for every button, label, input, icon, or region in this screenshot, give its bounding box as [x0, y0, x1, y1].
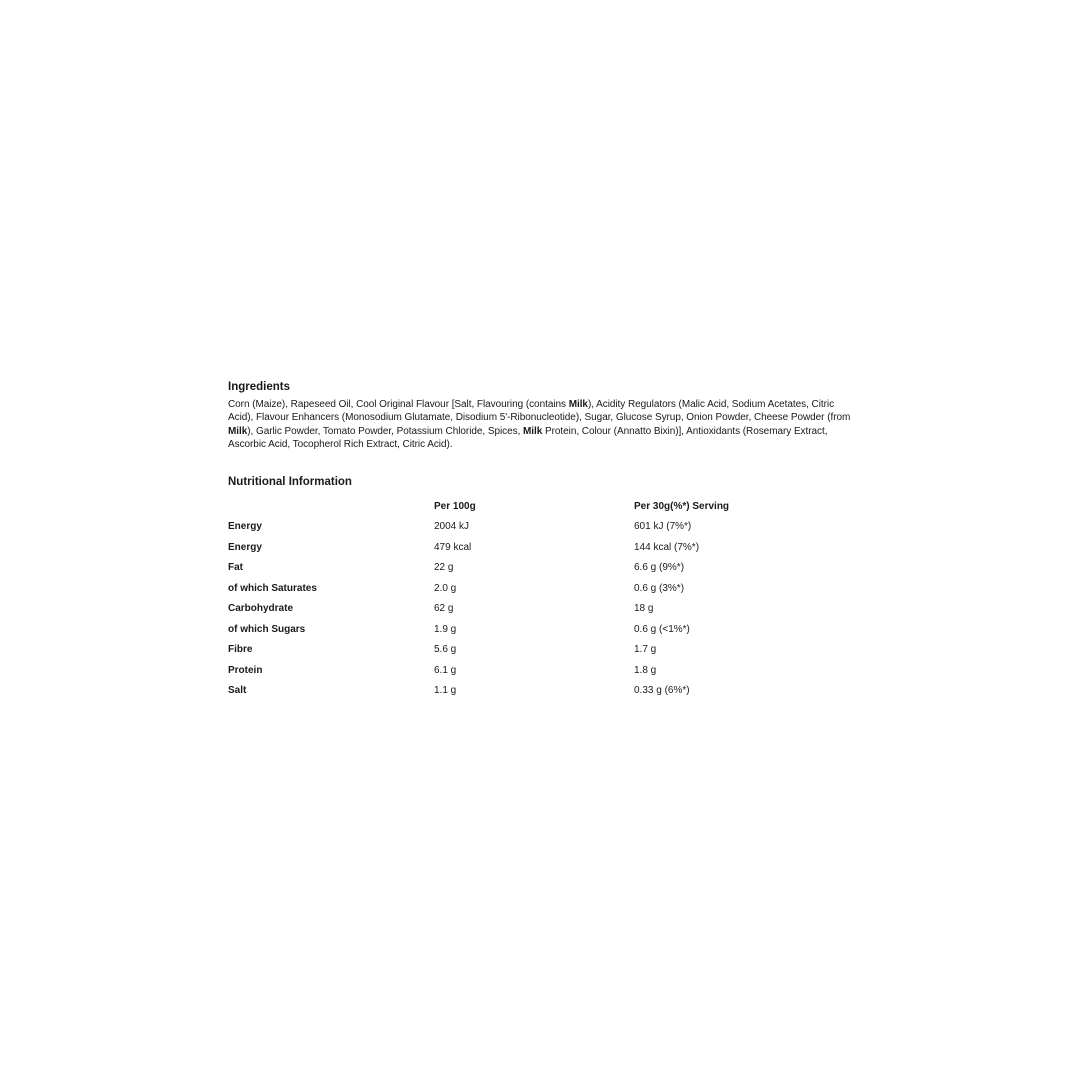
per-100g-value: 479 kcal [434, 541, 472, 553]
per-100g-value: 1.9 g [434, 623, 457, 635]
ingredients-segment: ), Garlic Powder, Tomato Powder, Potassium Chloride, Spices, [247, 425, 524, 437]
per-serving-value: 0.33 g (6%*) [634, 685, 690, 697]
nutrition-row [228, 558, 854, 579]
nutrition-row [228, 517, 854, 538]
per-100g-value: 2.0 g [434, 582, 457, 594]
nutrition-row [228, 660, 854, 681]
nutrient-label: Fat [228, 562, 243, 574]
nutrient-label: Energy [228, 521, 262, 533]
nutrient-label: Protein [228, 664, 263, 676]
nutrition-row [228, 537, 854, 558]
nutrition-row [228, 619, 854, 640]
ingredients-segment: Protein, Colour (Annatto Bixin)], Antioxidants (Rosemary Extract, Ascorbic Acid, Tocopherol Rich Extract, Citric Acid). [228, 425, 828, 450]
nutrient-label: of which Saturates [228, 582, 317, 594]
allergen-highlight: Milk [523, 425, 543, 437]
allergen-highlight: Milk [228, 425, 248, 437]
nutrient-label: Energy [228, 541, 262, 553]
nutrition-heading: Nutritional Information [228, 476, 352, 488]
nutrient-label: of which Sugars [228, 623, 306, 635]
column-header-per-serving: Per 30g(%*) Serving [634, 500, 730, 512]
per-100g-value: 1.1 g [434, 685, 457, 697]
per-serving-value: 0.6 g (3%*) [634, 582, 685, 594]
ingredients-segment: Corn (Maize), Rapeseed Oil, Cool Original Flavour [Salt, Flavouring (contains [228, 399, 569, 410]
column-header-per-100g: Per 100g [434, 500, 476, 512]
per-serving-value: 1.8 g [634, 664, 657, 676]
nutrition-section [228, 475, 868, 701]
per-100g-value: 62 g [434, 603, 454, 615]
nutrition-table [228, 496, 854, 701]
nutrition-row [228, 599, 854, 620]
per-100g-value: 5.6 g [434, 644, 457, 656]
allergen-highlight: Milk [568, 399, 588, 410]
ingredients-heading: Ingredients [228, 381, 290, 393]
per-100g-value: 6.1 g [434, 664, 457, 676]
per-serving-value: 601 kJ (7%*) [634, 521, 692, 533]
nutrition-row [228, 681, 854, 702]
nutrient-label: Salt [228, 685, 247, 697]
ingredients-segment: ), Acidity Regulators (Malic Acid, Sodium Acetates, Citric Acid), Flavour Enhancers (Monosodium Glutamate, Disodium 5'-Ribonucleotide), Sugar, Glucose Syrup, Onion Powder, Cheese Powder (from [228, 399, 851, 424]
product-info-panel [228, 380, 868, 697]
nutrition-header-row [228, 496, 854, 517]
nutrition-row [228, 640, 854, 661]
per-100g-value: 2004 kJ [434, 521, 470, 533]
per-100g-value: 22 g [434, 562, 454, 574]
column-header-nutrient [228, 496, 434, 517]
per-serving-value: 144 kcal (7%*) [634, 541, 700, 553]
per-serving-value: 0.6 g (<1%*) [634, 623, 690, 635]
per-serving-value: 1.7 g [634, 644, 657, 656]
nutrient-label: Fibre [228, 644, 253, 656]
per-serving-value: 6.6 g (9%*) [634, 562, 685, 574]
per-serving-value: 18 g [634, 603, 654, 615]
nutrient-label: Carbohydrate [228, 603, 294, 615]
ingredients-text [228, 398, 858, 451]
nutrition-row [228, 578, 854, 599]
